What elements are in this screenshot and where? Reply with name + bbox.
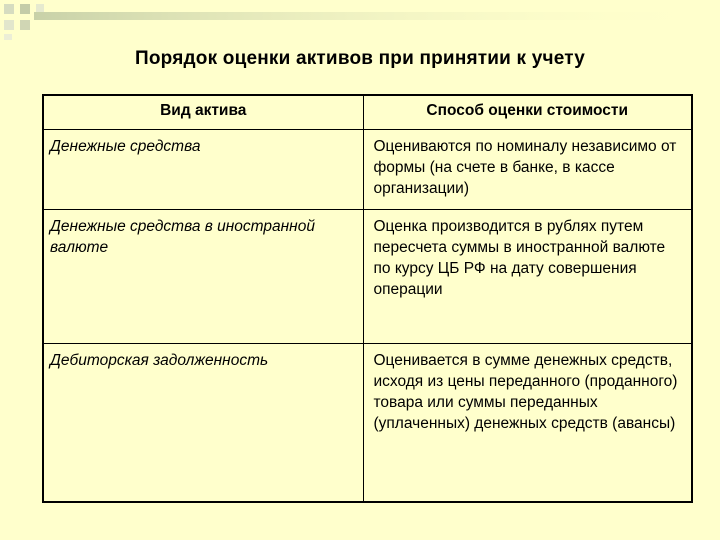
header-asset-type: Вид актива — [43, 95, 363, 130]
table-header-row — [43, 95, 692, 130]
asset-type-cell: Дебиторская задолженность — [43, 344, 363, 502]
slide-title: Порядок оценки активов при принятии к учету — [135, 48, 585, 69]
asset-type-cell: Денежные средства — [43, 130, 363, 210]
asset-type-cell: Денежные средства в иностранной валюте — [43, 210, 363, 344]
asset-valuation-table — [42, 94, 693, 503]
header-valuation-method: Способ оценки стоимости — [363, 95, 692, 130]
table-row — [43, 130, 692, 210]
valuation-method-cell: Оцениваются по номиналу независимо от формы (на счете в банке, в кассе организации) — [363, 130, 692, 210]
corner-decoration — [0, 0, 720, 40]
table-row — [43, 344, 692, 502]
valuation-method-cell: Оценивается в сумме денежных средств, исходя из цены переданного (проданного) товара или суммы переданных (уплаченных) денежных средств (авансы) — [363, 344, 692, 502]
table-row — [43, 210, 692, 344]
valuation-method-cell: Оценка производится в рублях путем пересчета суммы в иностранной валюте по курсу ЦБ РФ на дату совершения операции — [363, 210, 692, 344]
